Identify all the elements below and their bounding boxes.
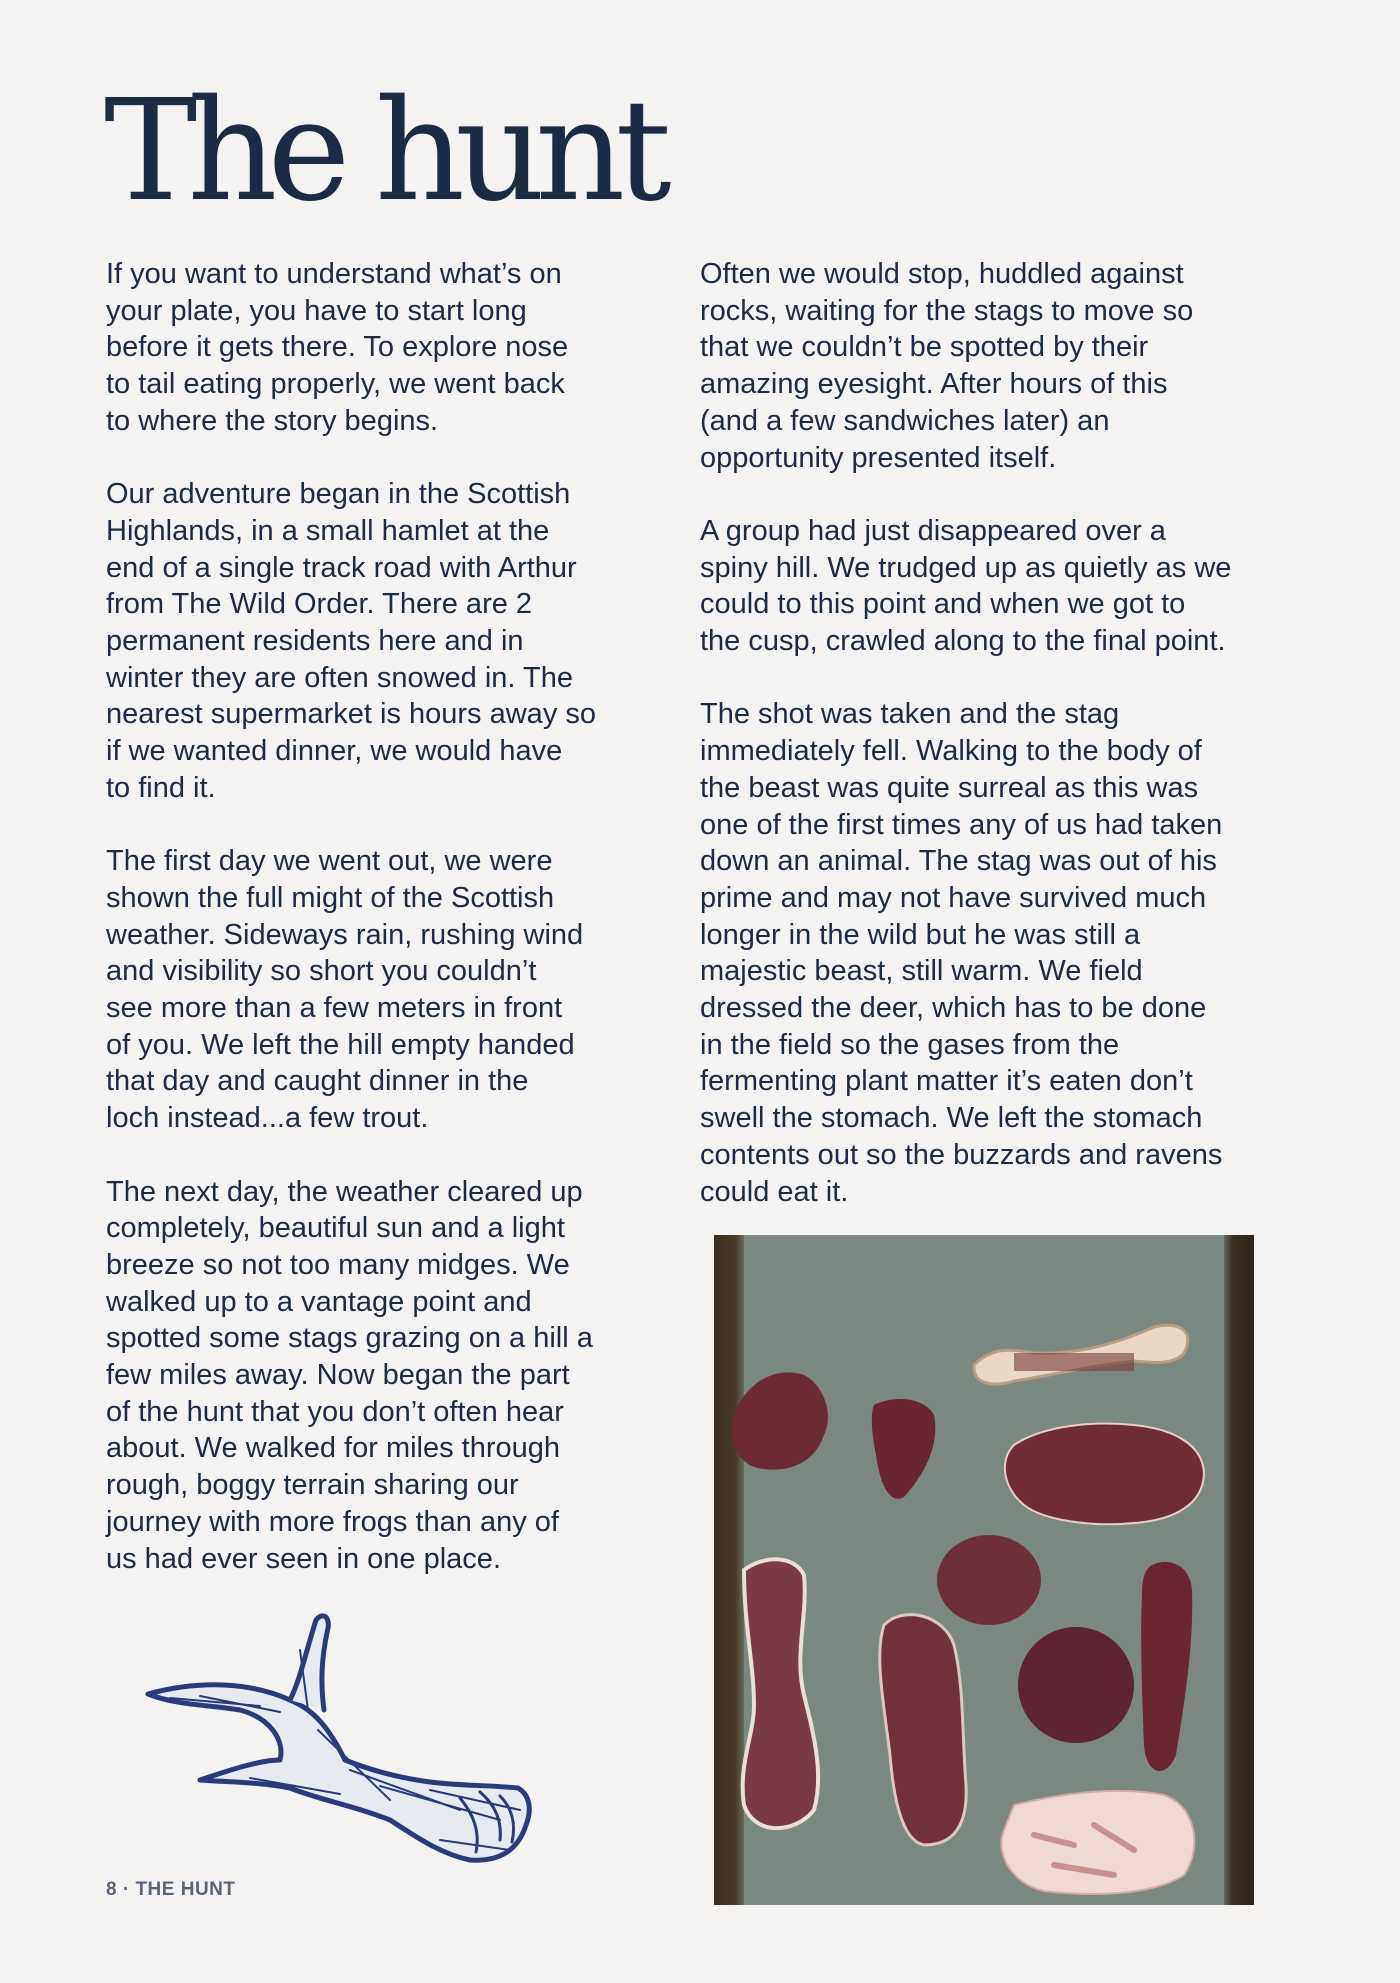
paragraph: A group had just disappeared over a spiny hill. We trudged up as quietly as we could to this point and when we got to the cusp, crawled along to the final point. (700, 514, 1232, 658)
page-title: The hunt (104, 70, 662, 233)
paragraph: The next day, the weather cleared up completely, beautiful sun and a light breeze so not too many midges. We walked up to a vantage point and spotted some stags grazing on a hill a few miles away. Now began the part of the hunt that you don’t often hear about. We walked for miles through rough, boggy terrain sharing our journey with more frogs than any of us had ever seen in one place. (106, 1175, 593, 1575)
paragraph: Our adventure began in the Scottish Highlands, in a small hamlet at the end of a single track road with Arthur from The Wild Order. There are 2 permanent residents here and in winter they are often snowed in. The nearest supermarket is hours away so if we wanted dinner, we would have to find it. (106, 478, 596, 804)
paragraph: The shot was taken and the stag immediately fell. Walking to the body of the beast was quite surreal as this was one of the first times any of us had taken down an animal. The stag was out of his prime and may not have survived much longer in the wild but he was still a majestic beast, still warm. We field dressed the deer, which has to be done in the field so the gases from the fermenting plant matter it’s eaten don’t swell the stomach. We left the stomach contents out so the buzzards and ravens could eat it. (700, 698, 1223, 1208)
left-column (106, 256, 626, 1577)
paragraph: If you want to understand what’s on your plate, you have to start long before it gets there. To explore nose to tail eating properly, we went back to where the story begins. (106, 258, 569, 437)
paragraph: Often we would stop, huddled against rocks, waiting for the stags to move so that we couldn’t be spotted by their amazing eyesight. After hours of this (and a few sandwiches later) an opportunity presented itself. (700, 258, 1194, 474)
page-footer: 8 · THE HUNT (106, 1879, 236, 1900)
venison-cuts-photo (714, 1235, 1254, 1905)
paragraph: The first day we went out, we were shown the full might of the Scottish weather. Sideways rain, rushing wind and visibility so short you couldn’t see more than a few meters in front of you. We left the hill empty handed that day and caught dinner in the loch instead...a few trout. (106, 845, 584, 1135)
antler-illustration (140, 1610, 540, 1870)
right-column (700, 256, 1265, 1210)
